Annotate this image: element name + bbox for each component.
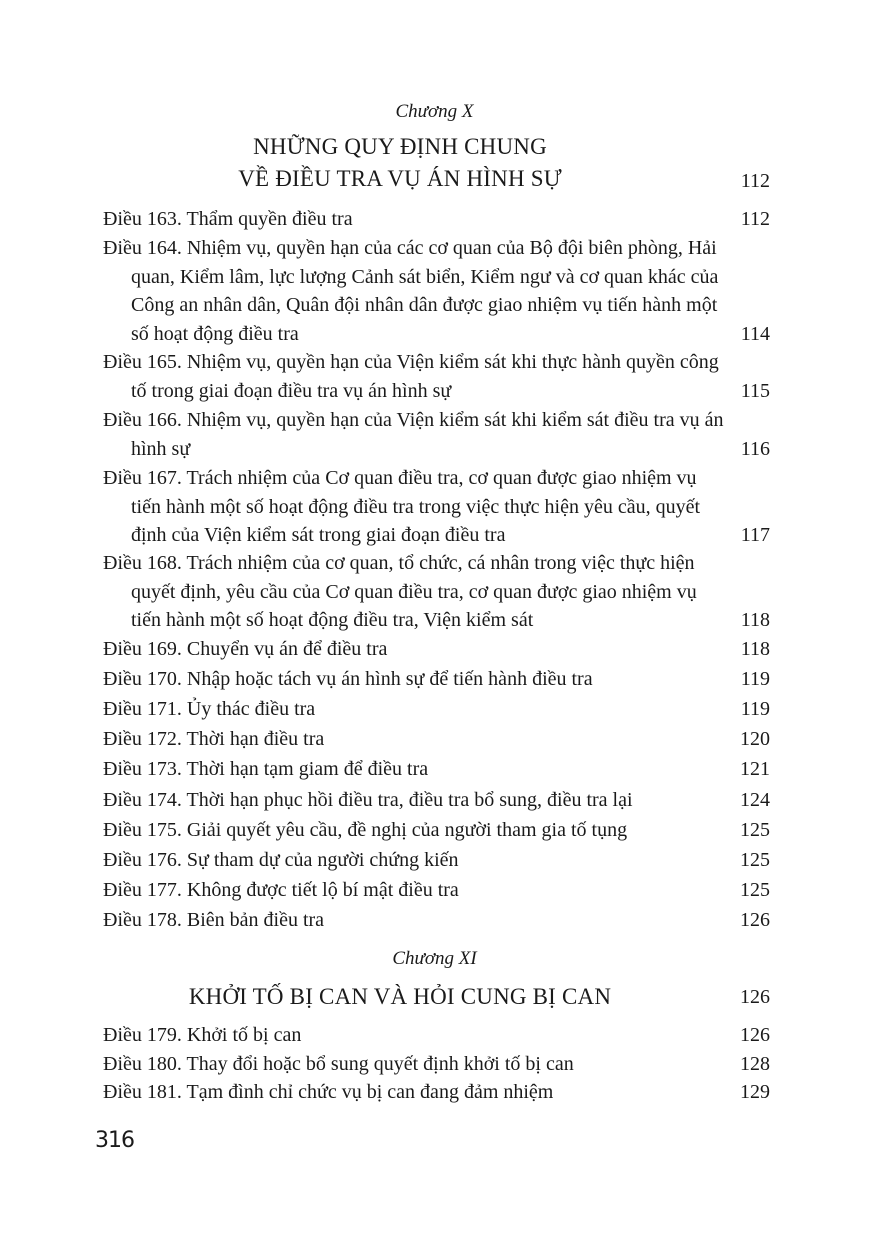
- toc-entry-page: 116: [740, 437, 770, 460]
- chapter-title: NHỮNG QUY ĐỊNH CHUNG: [253, 134, 547, 159]
- toc-entry-title: Điều 168. Trách nhiệm của cơ quan, tổ chức, cá nhân trong việc thực hiện quyết định, yêu cầu của Cơ quan điều tra, cơ quan được giao nhiệm vụ tiến hành một số hoạt động điều tra, Viện kiểm sát: [103, 552, 697, 631]
- toc-entry[interactable]: [103, 205, 770, 234]
- toc-entry[interactable]: [103, 234, 770, 348]
- toc-entry-page: 118: [740, 609, 770, 631]
- toc-entry-title: Điều 181. Tạm đình chỉ chức vụ bị can đang đảm nhiệm: [103, 1081, 554, 1103]
- toc-entry-title: Điều 178. Biên bản điều tra: [103, 909, 325, 931]
- toc-entry-title: Điều 176. Sự tham dự của người chứng kiến: [103, 849, 459, 871]
- chapter-title: KHỞI TỐ BỊ CAN VÀ HỎI CUNG BỊ CAN: [188, 984, 612, 1009]
- toc-entry[interactable]: [103, 1021, 770, 1050]
- chapter-label: Chương X: [395, 101, 474, 122]
- toc-entry-page: 129: [740, 1081, 770, 1103]
- toc-entry-page: 115: [740, 379, 770, 402]
- toc-entry-title: Điều 179. Khởi tố bị can: [103, 1024, 302, 1046]
- toc-entry-title: Điều 167. Trách nhiệm của Cơ quan điều tra, cơ quan được giao nhiệm vụ tiến hành một số hoạt động điều tra trong việc thực hiện yêu cầu, quyết định của Viện kiểm sát trong giai đoạn điều tra: [103, 467, 701, 546]
- toc-entry-page: 125: [740, 879, 770, 901]
- chapter-label: Chương XI: [392, 948, 477, 969]
- toc-entry-title: Điều 169. Chuyển vụ án để điều tra: [103, 638, 388, 660]
- toc-entry-title: Điều 163. Thẩm quyền điều tra: [103, 208, 353, 230]
- toc-entry-page: 125: [740, 819, 770, 841]
- toc-entry-title: Điều 172. Thời hạn điều tra: [103, 728, 325, 750]
- toc-entry[interactable]: [103, 549, 770, 635]
- toc-entry[interactable]: [103, 1078, 770, 1107]
- toc-entry-page: 114: [740, 322, 770, 345]
- toc-entry-page: 124: [740, 789, 770, 811]
- toc-entry-title: Điều 177. Không được tiết lộ bí mật điều tra: [103, 879, 459, 901]
- toc-entry[interactable]: [103, 846, 770, 875]
- toc-entry-title: Điều 164. Nhiệm vụ, quyền hạn của các cơ quan của Bộ đội biên phòng, Hải quan, Kiểm lâm, lực lượng Cảnh sát biển, Kiểm ngư và cơ quan khác của Công an nhân dân, Quân đội nhân dân được giao nhiệm vụ tiến hành một số hoạt động điều tra: [103, 237, 719, 345]
- toc-entry-title: Điều 173. Thời hạn tạm giam để điều tra: [103, 758, 429, 780]
- chapter-page-number: 126: [740, 986, 770, 1008]
- toc-entry-title: Điều 180. Thay đổi hoặc bổ sung quyết định khởi tố bị can: [103, 1053, 574, 1075]
- toc-entry[interactable]: [103, 695, 770, 724]
- toc-entry-title: Điều 165. Nhiệm vụ, quyền hạn của Viện kiểm sát khi thực hành quyền công tố trong giai đoạn điều tra vụ án hình sự: [103, 351, 719, 402]
- toc-entry-page: 117: [740, 524, 770, 546]
- toc-entry-title: Điều 166. Nhiệm vụ, quyền hạn của Viện kiểm sát khi kiểm sát điều tra vụ án hình sự: [103, 409, 724, 460]
- toc-entry[interactable]: [103, 348, 770, 405]
- page-number: 316: [95, 1128, 134, 1153]
- toc-entry[interactable]: [103, 755, 770, 784]
- toc-entry[interactable]: [103, 464, 770, 550]
- toc-entry[interactable]: [103, 665, 770, 694]
- toc-entry[interactable]: [103, 725, 770, 754]
- toc-entry-page: 121: [740, 758, 770, 780]
- toc-entry[interactable]: [103, 876, 770, 905]
- toc-entry-title: Điều 175. Giải quyết yêu cầu, đề nghị của người tham gia tố tụng: [103, 819, 628, 841]
- toc-entry-page: 126: [740, 1024, 770, 1046]
- toc-entry-page: 112: [740, 208, 770, 230]
- toc-entry[interactable]: [103, 635, 770, 664]
- toc-entry-page: 120: [740, 728, 770, 750]
- chapter-title: VỀ ĐIỀU TRA VỤ ÁN HÌNH SỰ: [238, 166, 562, 191]
- toc-entry-title: Điều 170. Nhập hoặc tách vụ án hình sự để tiến hành điều tra: [103, 668, 593, 690]
- toc-entry-page: 128: [740, 1053, 770, 1075]
- toc-entry-title: Điều 174. Thời hạn phục hồi điều tra, điều tra bổ sung, điều tra lại: [103, 789, 633, 811]
- toc-entry[interactable]: [103, 816, 770, 845]
- toc-entry[interactable]: [103, 906, 770, 935]
- toc-entry-page: 119: [740, 668, 770, 690]
- toc-entry[interactable]: [103, 1050, 770, 1079]
- toc-entry-page: 125: [740, 849, 770, 871]
- toc-entry-title: Điều 171. Ủy thác điều tra: [103, 698, 316, 720]
- toc-entry-page: 119: [740, 698, 770, 720]
- toc-entry-page: 118: [740, 638, 770, 660]
- toc-entry[interactable]: [103, 406, 770, 463]
- toc-entry[interactable]: [103, 786, 770, 815]
- chapter-page-number: 112: [740, 170, 770, 192]
- toc-entry-page: 126: [740, 909, 770, 931]
